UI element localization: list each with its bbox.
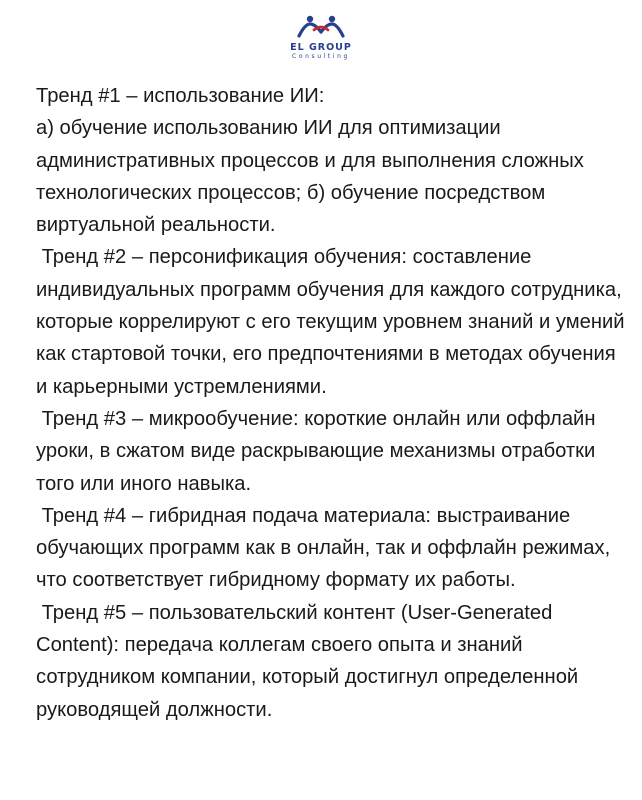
document-body <box>36 80 631 726</box>
people-logo-icon <box>296 14 346 40</box>
logo-subtitle: Consulting <box>292 53 350 60</box>
paragraph-trend-2: Тренд #2 – персонификация обучения: составление индивидуальных программ обучения для каждого сотрудника, которые коррелируют с его текущим уровнем знаний и умений как стартовой точки, его предпочтениями в методах обучения и карьерными устремлениями. <box>36 246 631 398</box>
paragraph-trend-3: Тренд #3 – микрообучение: короткие онлайн или оффлайн уроки, в сжатом виде раскрывающие механизмы отработки того или иного навыка. <box>36 407 602 495</box>
logo-name: EL GROUP <box>290 42 352 53</box>
paragraph-trend-1-body: а) обучение использованию ИИ для оптимизации административных процессов и для выполнения сложных технологических процессов; б) обучение посредством виртуальной реальности. <box>36 117 590 237</box>
paragraph-trend-1-title: Тренд #1 – использование ИИ: <box>36 85 325 107</box>
paragraph-trend-5: Тренд #5 – пользовательский контент (User-Generated Content): передача коллегам своего опыта и знаний сотрудником компании, который достигнул определенной руководящей должности. <box>36 601 584 721</box>
company-logo <box>261 14 381 61</box>
paragraph-trend-4: Тренд #4 – гибридная подача материала: выстраивание обучающих программ как в онлайн, так и оффлайн режимах, что соответствует гибридному формату их работы. <box>36 504 616 592</box>
